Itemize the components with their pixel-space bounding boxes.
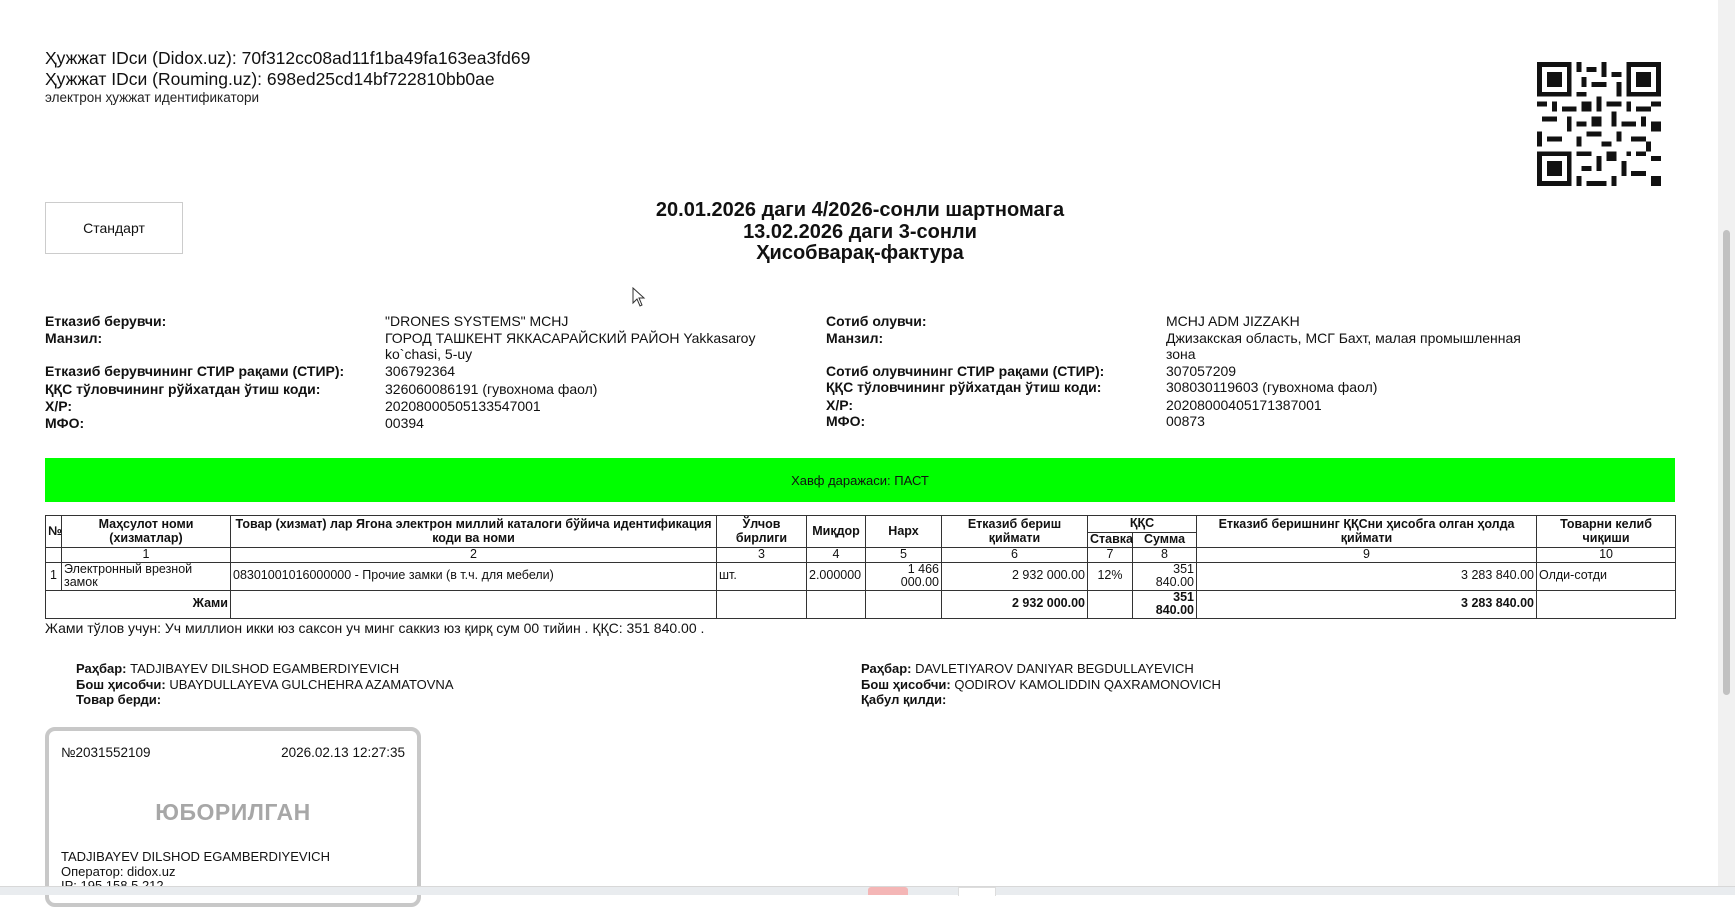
risk-level-banner	[45, 458, 1675, 502]
col-header-vat: ҚҚС	[1088, 516, 1197, 533]
sum-in-words: Жами тўлов учун: Уч миллион икки юз саксон уч минг саккиз юз қирқ сум 00 тийин . ҚҚС: 351 840.00 .	[45, 620, 705, 636]
seller-stir-label: Етказиб берувчининг СТИР рақами (СТИР):	[45, 362, 345, 379]
col-number: 4	[807, 548, 866, 563]
title-document-type: Ҳисобварақ-фактура	[756, 242, 964, 264]
seller-mfo: 00394	[385, 414, 424, 431]
buyer-signatures	[861, 661, 1221, 708]
seller-vat-code: 326060086191 (гувохнома фаол)	[385, 380, 598, 397]
seller-name: "DRONES SYSTEMS" MCHJ	[385, 313, 569, 329]
risk-level-label: Хавф даражаси: ПАСТ	[791, 472, 929, 488]
row-qty: 2.000000	[807, 562, 866, 590]
col-number: 5	[866, 548, 942, 563]
col-number: 10	[1537, 548, 1676, 563]
buyer-address-label: Манзил:	[826, 329, 884, 346]
col-number: 1	[62, 548, 231, 563]
col-header-catalog: Товар (хизмат) лар Ягона электрон миллий каталоги бўйича идентификация коди ва номи	[231, 516, 717, 548]
row-vat-sum: 351 840.00	[1133, 562, 1197, 590]
buyer-mfo-label: МФО:	[826, 413, 866, 430]
bottom-tab[interactable]	[958, 887, 996, 896]
col-number: 8	[1133, 548, 1197, 563]
seller-accountant: UBAYDULLAYEVA GULCHEHRA AZAMATOVNA	[169, 676, 454, 692]
row-vat-rate: 12%	[1088, 562, 1133, 590]
invoice-title	[560, 200, 1160, 265]
stamp-status: ЮБОРИЛГАН	[155, 799, 311, 825]
col-header-vat-rate: Ставка	[1088, 533, 1133, 548]
total-with-vat: 3 283 840.00	[1197, 590, 1537, 618]
seller-address-label: Манзил:	[45, 329, 103, 346]
col-header-unit: Ўлчов бирлиги	[717, 516, 807, 548]
buyer-stir: 307057209	[1166, 362, 1237, 379]
total-vat-sum: 351 840.00	[1133, 590, 1197, 618]
row-catalog: 08301001016000000 - Прочие замки (в т.ч. для мебели)	[231, 562, 717, 590]
mouse-cursor-icon	[632, 287, 646, 307]
total-delivery-value: 2 932 000.00	[942, 590, 1088, 618]
title-invoice-number: 13.02.2026 даги 3-сонли	[743, 220, 977, 243]
seller-signatures	[76, 661, 454, 708]
buyer-stir-label: Сотиб олувчининг СТИР рақами (СТИР):	[826, 362, 1105, 379]
buyer-mfo: 00873	[1166, 413, 1205, 430]
row-product-name: Электронный врезной замок	[62, 562, 231, 590]
sent-stamp	[45, 727, 421, 907]
seller-vat-label: ҚҚС тўловчининг рўйхатдан ўтиш коди:	[45, 380, 321, 397]
goods-received-label: Қабул қилди:	[861, 692, 947, 707]
col-number: 2	[231, 548, 717, 563]
qr-code-icon	[1537, 62, 1661, 186]
seller-head-label: Раҳбар:	[76, 661, 127, 676]
seller-account-label: Х/Р:	[45, 398, 73, 415]
row-delivery-value: 2 932 000.00	[942, 562, 1088, 590]
stamp-operator: Оператор: didox.uz	[61, 863, 176, 879]
col-header-price: Нарх	[866, 516, 942, 548]
buyer-name: MCHJ ADM JIZZAKH	[1166, 313, 1300, 329]
seller-address-line1: ГОРОД ТАШКЕНТ ЯККАСАРАЙСКИЙ РАЙОН Yakkasaroy	[385, 329, 756, 346]
title-contract: 20.01.2026 даги 4/2026-сонли шартномага	[655, 199, 1065, 221]
col-header-delivery-value: Етказиб бериш қиймати	[942, 516, 1088, 548]
buyer-address-line1: Джизакская область, МСГ Бахт, малая промышленная	[1166, 329, 1521, 346]
buyer-account: 20208000405171387001	[1166, 396, 1322, 413]
col-header-name: Маҳсулот номи (хизматлар)	[62, 516, 231, 548]
buyer-name-label: Сотиб олувчи:	[826, 313, 927, 329]
col-number: 9	[1197, 548, 1537, 563]
stamp-datetime: 2026.02.13 12:27:35	[281, 745, 405, 760]
buyer-vat-label: ҚҚС тўловчининг рўйхатдан ўтиш коди:	[826, 379, 1102, 396]
row-no: 1	[46, 562, 62, 590]
row-origin: Олди-сотди	[1537, 562, 1676, 590]
total-row	[46, 590, 1676, 618]
seller-name-label: Етказиб берувчи:	[45, 313, 167, 329]
standard-type-box	[45, 202, 183, 254]
seller-address-line2: ko`chasi, 5-uy	[385, 346, 473, 363]
buyer-accountant: QODIROV KAMOLIDDIN QAXRAMONOVICH	[954, 676, 1221, 692]
col-header-total-with-vat: Етказиб беришнинг ҚҚСни ҳисобга олган ҳолда қиймати	[1197, 516, 1537, 548]
table-row	[46, 562, 1676, 590]
col-number: 3	[717, 548, 807, 563]
buyer-address-line2: зона	[1166, 346, 1196, 363]
seller-account: 20208000505133547001	[385, 398, 541, 415]
col-header-no: №	[46, 516, 62, 548]
total-label: Жами	[46, 590, 231, 618]
col-header-qty: Миқдор	[807, 516, 866, 548]
document-ids	[45, 48, 530, 106]
didox-id: Ҳужжат IDси (Didox.uz): 70f312cc08ad11f1ba49fa163ea3fd69	[45, 48, 531, 68]
doc-id-subtitle: электрон ҳужжат идентификатори	[45, 90, 260, 105]
stamp-number: №2031552109	[61, 745, 151, 760]
stamp-person: TADJIBAYEV DILSHOD EGAMBERDIYEVICH	[61, 849, 330, 864]
column-numbers-row	[46, 548, 1676, 563]
seller-accountant-label: Бош ҳисобчи:	[76, 676, 166, 692]
goods-given-label: Товар берди:	[76, 692, 162, 707]
standard-label: Стандарт	[83, 220, 145, 236]
rouming-id: Ҳужжат IDси (Rouming.uz): 698ed25cd14bf722810bb0ae	[45, 69, 495, 89]
buyer-accountant-label: Бош ҳисобчи:	[861, 676, 951, 692]
col-header-vat-sum: Сумма	[1133, 533, 1197, 548]
col-number: 6	[942, 548, 1088, 563]
seller-mfo-label: МФО:	[45, 414, 85, 431]
scrollbar-thumb[interactable]	[1723, 230, 1730, 695]
seller-stir: 306792364	[385, 362, 456, 379]
row-total-with-vat: 3 283 840.00	[1197, 562, 1537, 590]
buyer-head: DAVLETIYAROV DANIYAR BEGDULLAYEVICH	[915, 661, 1194, 676]
col-number: 7	[1088, 548, 1133, 563]
buyer-vat-code: 308030119603 (гувохнома фаол)	[1166, 379, 1378, 396]
buyer-account-label: Х/Р:	[826, 396, 854, 413]
row-unit: шт.	[717, 562, 807, 590]
col-header-origin: Товарни келиб чиқиши	[1537, 516, 1676, 548]
row-price: 1 466 000.00	[866, 562, 942, 590]
buyer-head-label: Раҳбар:	[861, 661, 912, 676]
seller-head: TADJIBAYEV DILSHOD EGAMBERDIYEVICH	[130, 661, 400, 676]
invoice-items-table	[45, 515, 1676, 619]
vertical-scrollbar[interactable]	[1718, 0, 1735, 886]
